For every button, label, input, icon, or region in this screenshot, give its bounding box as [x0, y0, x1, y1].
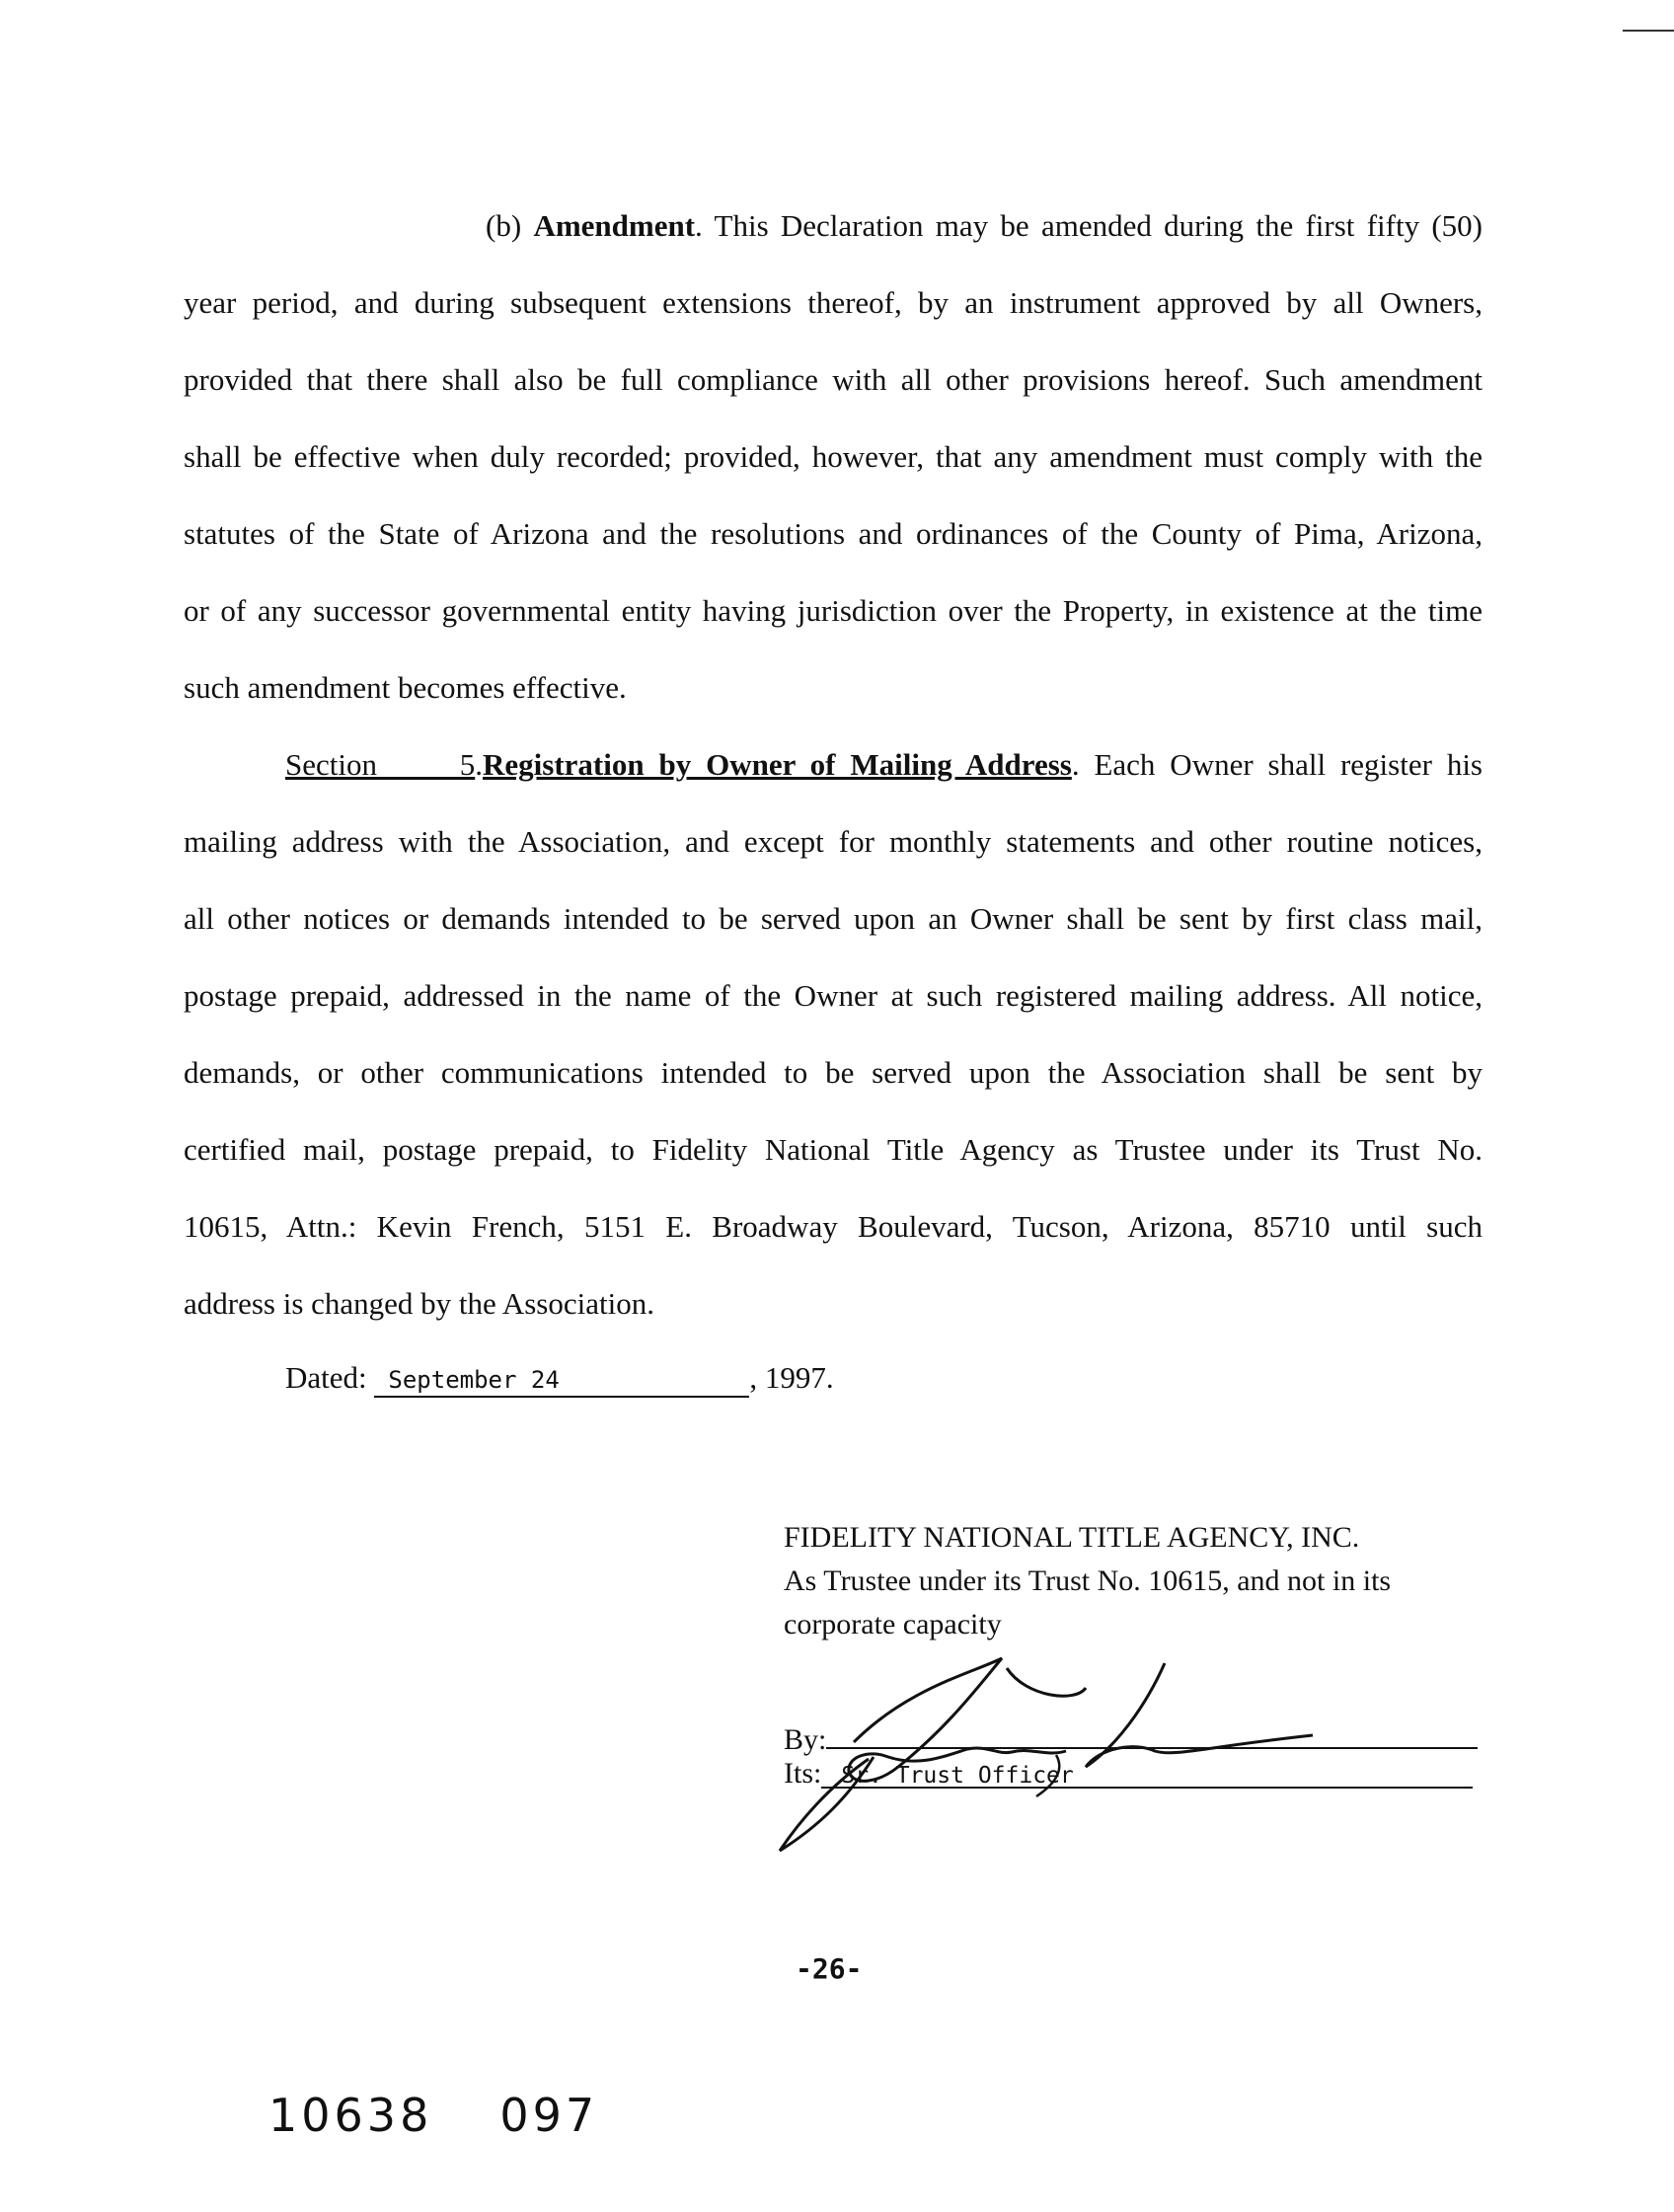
page-number: -26-: [796, 1952, 863, 1985]
section5-text: . Each Owner shall register his: [1071, 747, 1483, 782]
section5-title: Registration by Owner of Mailing Address: [483, 747, 1072, 782]
section5-line-6: certified mail, postage prepaid, to Fidelity National Title Agency as Trustee under its Trust No.: [184, 1132, 1483, 1167]
its-value: Sr. Trust Officer: [841, 1763, 1074, 1789]
handwritten-signature: [760, 1648, 1332, 1866]
dated-year: , 1997.: [749, 1360, 834, 1395]
by-label: By:: [784, 1723, 827, 1756]
amendment-line-4: shall be effective when duly recorded; provided, however, that any amendment must comply with the: [184, 439, 1483, 474]
section5-number-wrap: Section 5.: [285, 747, 483, 782]
signature-block: [784, 1516, 1391, 1646]
recording-number: [268, 2089, 665, 2142]
corner-mark: [1623, 30, 1674, 32]
section5-line-8: address is changed by the Association.: [184, 1286, 654, 1321]
its-label: Its:: [784, 1757, 822, 1790]
section5-line-4: postage prepaid, addressed in the name of the Owner at such registered mailing address. All notice,: [184, 978, 1483, 1013]
amendment-paragraph: [184, 188, 1483, 726]
amendment-line-6: or of any successor governmental entity having jurisdiction over the Property, in existence at the time: [184, 593, 1483, 628]
capacity-line: corporate capacity: [784, 1608, 1002, 1640]
section5-paragraph: [184, 726, 1483, 1342]
amendment-heading: Amendment: [533, 208, 696, 243]
dated-value: September 24: [374, 1364, 749, 1398]
section5-number: Section 5: [285, 747, 476, 782]
amendment-label: (b): [486, 208, 522, 243]
company-name: FIDELITY NATIONAL TITLE AGENCY, INC.: [784, 1521, 1360, 1554]
amendment-line-3: provided that there shall also be full compliance with all other provisions hereof. Such amendment: [184, 362, 1483, 397]
dated-line: [285, 1360, 834, 1398]
amendment-line-5: statutes of the State of Arizona and the resolutions and ordinances of the County of Pima, Arizona,: [184, 516, 1483, 551]
record-book: 10638: [268, 2089, 433, 2142]
amendment-text: . This Declaration may be amended during the first fifty (50): [695, 208, 1483, 243]
section5-line-7: 10615, Attn.: Kevin French, 5151 E. Broadway Boulevard, Tucson, Arizona, 85710 until such: [184, 1209, 1483, 1244]
amendment-line-1: [184, 188, 1483, 265]
section5-line-3: all other notices or demands intended to be served upon an Owner shall be sent by first class mail,: [184, 901, 1483, 936]
section5-line-1: [184, 726, 1483, 803]
dated-label: Dated:: [285, 1360, 367, 1395]
section5-line-2: mailing address with the Association, and except for monthly statements and other routine notices,: [184, 824, 1483, 859]
amendment-line-2: year period, and during subsequent extensions thereof, by an instrument approved by all Owners,: [184, 285, 1483, 320]
trustee-line: As Trustee under its Trust No. 10615, and not in its: [784, 1564, 1392, 1597]
section5-line-5: demands, or other communications intended to be served upon the Association shall be sent by: [184, 1055, 1483, 1090]
amendment-line-7: such amendment becomes effective.: [184, 670, 627, 705]
record-page: 097: [499, 2089, 599, 2142]
